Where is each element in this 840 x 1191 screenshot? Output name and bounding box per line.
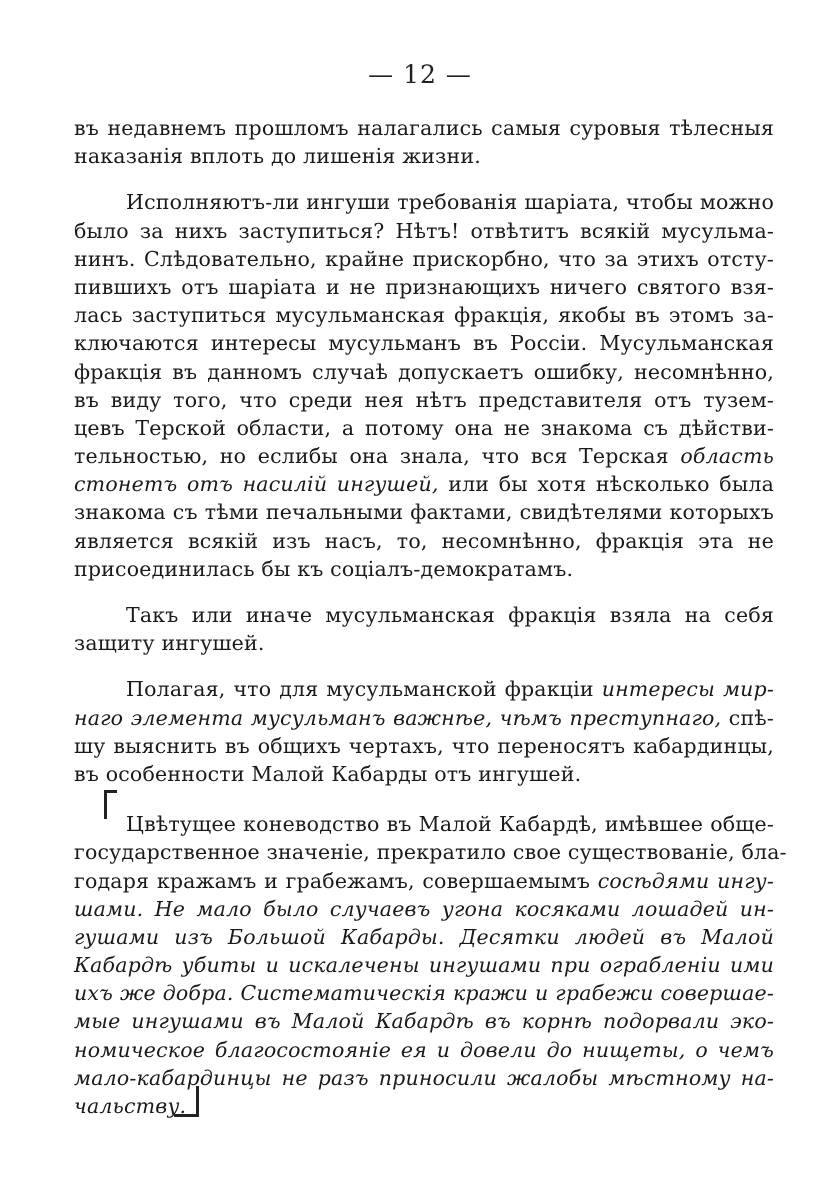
closing-bracket-mark [174, 1086, 199, 1117]
text-line: въ недавнемъ прошломъ налагались самыя суровыя тѣлесныя [74, 116, 774, 140]
text-line: чальству. [74, 1094, 187, 1118]
text-line: мые ингушами въ Малой Кабардѣ въ корнѣ подорвали эко- [74, 1009, 774, 1034]
text-line: гушами изъ Большой Кабарды. Десятки людей въ Малой [74, 924, 774, 949]
text-line: лась заступиться мусульманская фракція, якобы въ этомъ за- [74, 303, 774, 328]
text-line: въ виду того, что среди нея нѣтъ представителя отъ тузем- [74, 387, 774, 412]
text-line: мало-кабардинцы не разъ приносили жалобы мѣстному на- [74, 1065, 774, 1090]
text-line: присоединилась бы къ соціалъ-демократамъ. [74, 556, 574, 581]
text-line: фракція въ данномъ случаѣ допускаетъ ошибку, несомнѣнно, [74, 359, 774, 384]
text-line: наго элемента мусульманъ важнѣе, чѣмъ преступнаго, спѣ- [74, 705, 774, 730]
text-line: шу выяснить въ общихъ чертахъ, что переносятъ кабардинцы, [74, 733, 774, 758]
text-line: является всякій изъ насъ, то, несомнѣнно, фракція эта не [74, 528, 774, 553]
text-line: тельностью, но еслибы она знала, что вся Терская область [74, 444, 774, 469]
text-line: въ особенности Малой Кабарды отъ ингушей. [74, 761, 582, 786]
text-line: Исполняютъ-ли ингуши требованія шаріата, чтобы можно [126, 190, 774, 215]
text-line: номическое благосостояніе ея и довели до нищеты, о чемъ [74, 1037, 774, 1062]
text-line: ключаются интересы мусульманъ въ Россіи. Мусульманская [74, 331, 774, 356]
text-line: было за нихъ заступиться? Нѣтъ! отвѣтитъ всякій мусульма- [74, 218, 774, 243]
paragraph [74, 188, 774, 583]
text-line: наказанія вплоть до лишенія жизни. [74, 144, 481, 169]
text-line: годаря кражамъ и грабежамъ, совершаемымъ сосѣдями ингу- [74, 868, 774, 893]
text-line: государственное значеніе, прекратило свое существованіе, бла- [74, 840, 787, 865]
text-line: знакома съ тѣми печальными фактами, свидѣтелями которыхъ [74, 500, 774, 525]
paragraph [74, 601, 774, 657]
text-line: пившихъ отъ шаріата и не признающихъ ничего святого взя- [74, 274, 774, 299]
text-line: Такъ или иначе мусульманская фракція взяла на себя [126, 603, 774, 627]
text-line: Цвѣтущее коневодство въ Малой Кабардѣ, имѣвшее обще- [126, 812, 774, 837]
paragraph [74, 810, 787, 1120]
body-text [74, 114, 787, 1120]
text-line: ихъ же добра. Систематическія кражи и грабежи совершае- [74, 981, 774, 1006]
text-line: защиту ингушей. [74, 631, 265, 656]
paragraph [74, 675, 774, 788]
text-line: Полагая, что для мусульманской фракціи интересы мир- [126, 677, 774, 702]
paragraph [74, 114, 774, 170]
page-number: — 12 — [368, 60, 472, 89]
text-line: стонетъ отъ насилій ингушей, или бы хотя нѣсколько была [74, 472, 774, 497]
text-line: нинъ. Слѣдовательно, крайне прискорбно, что за этихъ отсту- [74, 246, 774, 271]
text-line: шами. Не мало было случаевъ угона косяками лошадей ин- [74, 896, 774, 921]
opening-bracket-mark [104, 790, 117, 819]
text-line: цевъ Терской области, а потому она не знакома съ дѣйстви- [74, 415, 774, 440]
text-line: Кабардѣ убиты и искалечены ингушами при ограбленіи ими [74, 953, 774, 978]
